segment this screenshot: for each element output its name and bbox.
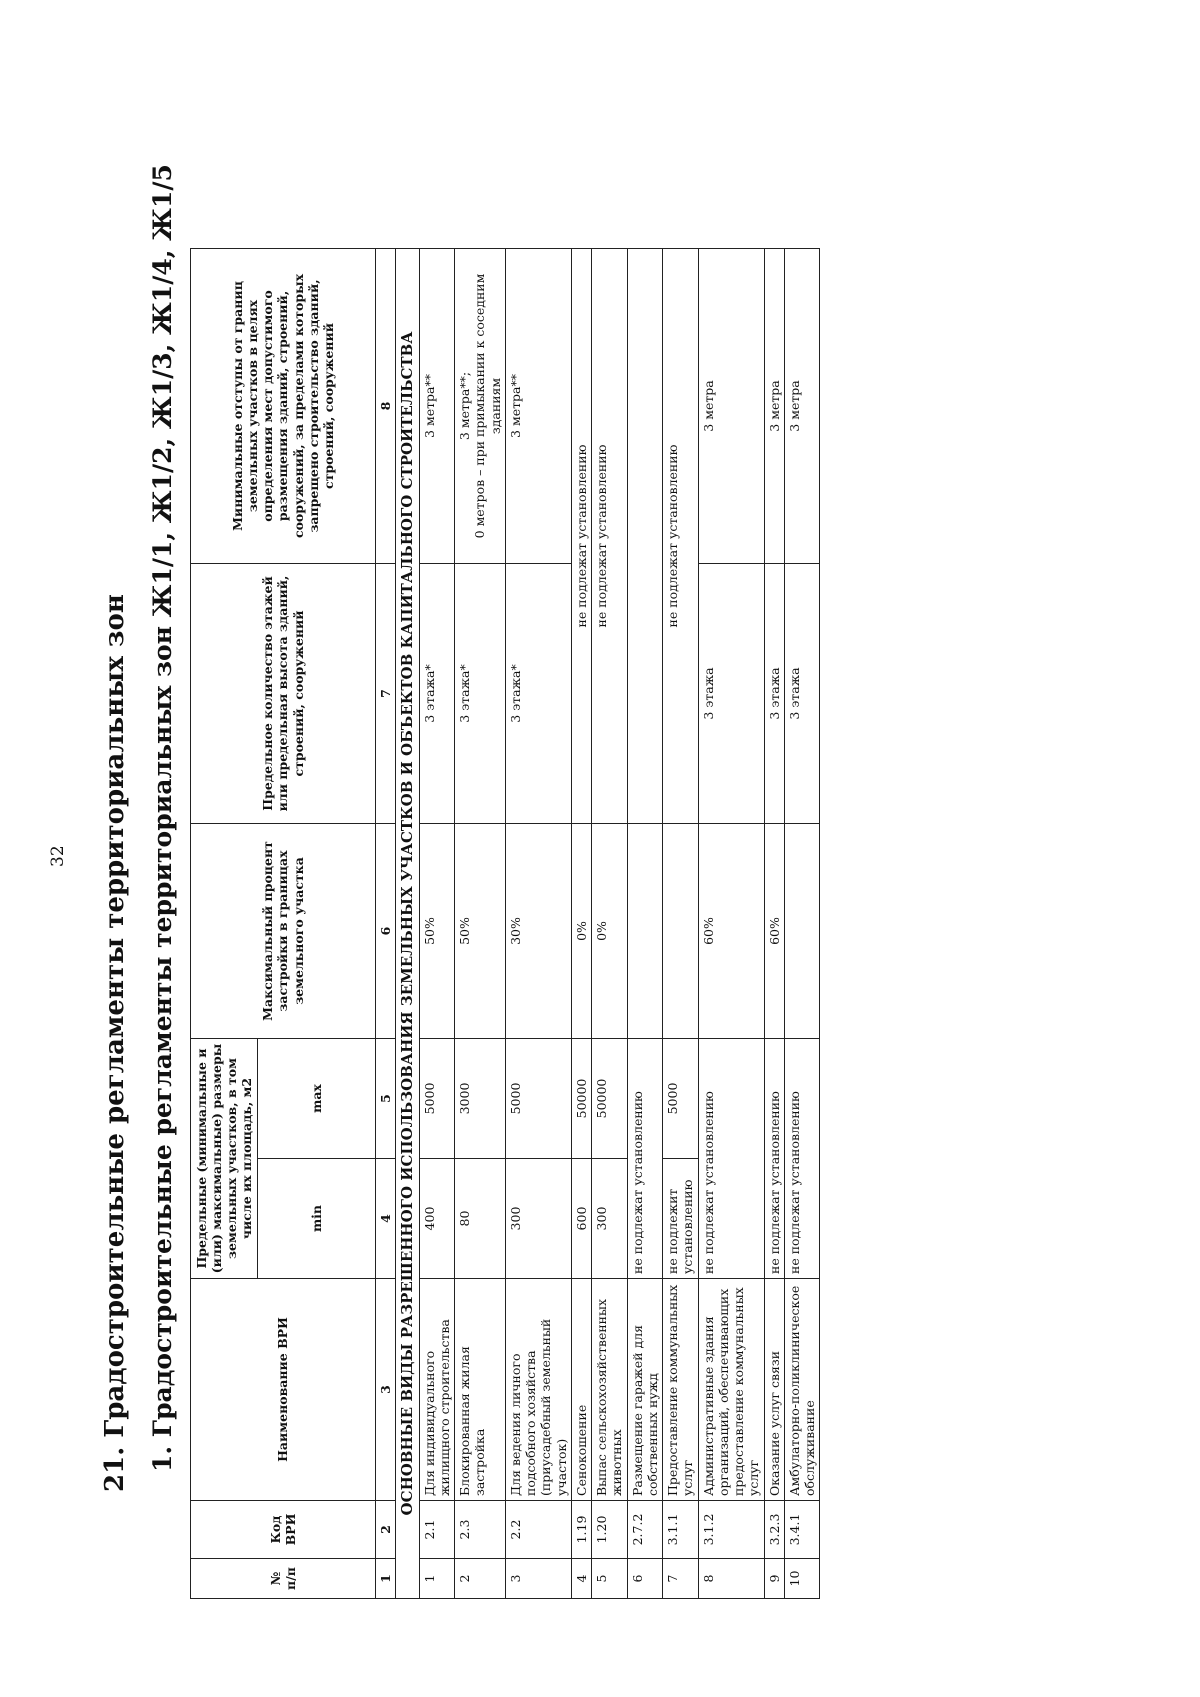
cell-no: 7: [663, 1559, 699, 1599]
table-row: [455, 248, 506, 1598]
column-number: 8: [376, 248, 396, 563]
cell-size: не подлежат установлению: [764, 1038, 784, 1278]
cell-coverage: 60%: [764, 823, 784, 1038]
cell-name: Размещение гаражей для собственных нужд: [627, 1279, 663, 1501]
cell-max: 5000: [505, 1038, 571, 1158]
cell-code: 2.7.2: [627, 1501, 663, 1559]
cell-name: Выпас сельскохозяйственных животных: [592, 1279, 628, 1501]
cell-floors-setback: не подлежат установлению: [592, 248, 628, 823]
cell-setback: 3 метра**; 0 метров – при примыкании к соседним зданиям: [455, 248, 506, 563]
cell-code: 1.20: [592, 1501, 628, 1559]
column-number: 3: [376, 1279, 396, 1501]
cell-max: 50000: [592, 1038, 628, 1158]
cell-name: Административные здания организаций, обеспечивающих предоставление коммунальных услуг: [698, 1279, 764, 1501]
cell-size: не подлежат установлению: [784, 1038, 820, 1278]
cell-coverage: [627, 823, 663, 1038]
cell-floors: 3 этажа*: [419, 563, 455, 823]
section-header-row: [396, 248, 419, 1598]
cell-no: 1: [419, 1559, 455, 1599]
cell-coverage: 0%: [592, 823, 628, 1038]
header-no: № п/п: [191, 1559, 376, 1599]
cell-floors-setback: не подлежат установлению: [571, 248, 591, 823]
cell-code: 2.1: [419, 1501, 455, 1559]
page-number: 32: [48, 845, 68, 867]
cell-code: 2.3: [455, 1501, 506, 1559]
section-title: 21. Градостроительные регламенты территориальных зон: [100, 594, 130, 1492]
cell-floors-setback: не подлежат установлению: [663, 248, 699, 823]
cell-size: не подлежат установлению: [627, 1038, 663, 1278]
cell-coverage: 0%: [571, 823, 591, 1038]
cell-setback: 3 метра**: [419, 248, 455, 563]
cell-setback: 3 метра**: [505, 248, 571, 563]
table-row: [592, 248, 628, 1598]
cell-name: Для ведения личного подсобного хозяйства (приусадебный земельный участок): [505, 1279, 571, 1501]
cell-min: 300: [505, 1159, 571, 1279]
cell-no: 5: [592, 1559, 628, 1599]
cell-min: 80: [455, 1159, 506, 1279]
table-row: [505, 248, 571, 1598]
cell-coverage: [784, 823, 820, 1038]
cell-code: 3.4.1: [784, 1501, 820, 1559]
cell-name: Для индивидуального жилищного строительства: [419, 1279, 455, 1501]
header-code: Код ВРИ: [191, 1501, 376, 1559]
column-number: 2: [376, 1501, 396, 1559]
header-setback: Минимальные отступы от границ земельных участков в целях определения мест допустимого размещения зданий, строений, сооружений, за пределами которых запрещено строительство зданий, строений, сооружений: [191, 248, 376, 563]
table-row: [663, 248, 699, 1598]
column-number: 4: [376, 1159, 396, 1279]
cell-code: 1.19: [571, 1501, 591, 1559]
cell-name: Сенокошение: [571, 1279, 591, 1501]
subsection-title: 1. Градостроительные регламенты территориальных зон Ж1/1, Ж1/2, Ж1/3, Ж1/4, Ж1/5: [148, 164, 177, 1472]
header-floors: Предельное количество этажей или предельная высота зданий, строений, сооружений: [191, 563, 376, 823]
column-number: 1: [376, 1559, 396, 1599]
cell-coverage: 50%: [419, 823, 455, 1038]
cell-max: 50000: [571, 1038, 591, 1158]
cell-no: 10: [784, 1559, 820, 1599]
cell-no: 8: [698, 1559, 764, 1599]
cell-name: Оказание услуг связи: [764, 1279, 784, 1501]
cell-no: 3: [505, 1559, 571, 1599]
cell-floors: 3 этажа*: [455, 563, 506, 823]
cell-name: Предоставление коммунальных услуг: [663, 1279, 699, 1501]
header-min: min: [258, 1159, 376, 1279]
column-number: 6: [376, 823, 396, 1038]
cell-name: Блокированная жилая застройка: [455, 1279, 506, 1501]
column-number: 7: [376, 563, 396, 823]
cell-floors-setback: [627, 248, 663, 823]
cell-min: 300: [592, 1159, 628, 1279]
cell-no: 6: [627, 1559, 663, 1599]
cell-floors: 3 этажа: [784, 563, 820, 823]
cell-coverage: [663, 823, 699, 1038]
cell-min: 400: [419, 1159, 455, 1279]
cell-setback: 3 метра: [698, 248, 764, 563]
cell-name: Амбулаторно-поликлиническое обслуживание: [784, 1279, 820, 1501]
table-row: [784, 248, 820, 1598]
cell-max: 5000: [419, 1038, 455, 1158]
cell-no: 2: [455, 1559, 506, 1599]
header-name: Наименование ВРИ: [191, 1279, 376, 1501]
header-row: [191, 248, 258, 1598]
cell-code: 3.1.1: [663, 1501, 699, 1559]
cell-min: не подлежит установлению: [663, 1159, 699, 1279]
cell-code: 3.1.2: [698, 1501, 764, 1559]
column-number: 5: [376, 1038, 396, 1158]
table-row: [764, 248, 784, 1598]
cell-setback: 3 метра: [764, 248, 784, 563]
cell-no: 9: [764, 1559, 784, 1599]
column-number-row: [376, 248, 396, 1598]
cell-max: 5000: [663, 1038, 699, 1158]
cell-no: 4: [571, 1559, 591, 1599]
cell-min: 600: [571, 1159, 591, 1279]
header-size-group: Предельные (минимальные и (или) максимальные) размеры земельных участков, в том числе их площадь, м2: [191, 1038, 258, 1278]
header-coverage: Максимальный процент застройки в границах земельного участка: [191, 823, 376, 1038]
table-row: [698, 248, 764, 1598]
cell-size: не подлежат установлению: [698, 1038, 764, 1278]
cell-setback: 3 метра: [784, 248, 820, 563]
cell-code: 3.2.3: [764, 1501, 784, 1559]
cell-coverage: 50%: [455, 823, 506, 1038]
cell-floors: 3 этажа: [698, 563, 764, 823]
cell-coverage: 60%: [698, 823, 764, 1038]
table-row: [419, 248, 455, 1598]
cell-max: 3000: [455, 1038, 506, 1158]
table-row: [571, 248, 591, 1598]
regulations-table: [190, 248, 820, 1599]
section-main-label: ОСНОВНЫЕ ВИДЫ РАЗРЕШЕННОГО ИСПОЛЬЗОВАНИЯ ЗЕМЕЛЬНЫХ УЧАСТКОВ И ОБЪЕКТОВ КАПИТАЛЬНОГО СТРОИТЕЛЬСТВА: [396, 248, 419, 1598]
cell-floors: 3 этажа*: [505, 563, 571, 823]
cell-floors: 3 этажа: [764, 563, 784, 823]
table-row: [627, 248, 663, 1598]
cell-code: 2.2: [505, 1501, 571, 1559]
cell-coverage: 30%: [505, 823, 571, 1038]
header-max: max: [258, 1038, 376, 1158]
